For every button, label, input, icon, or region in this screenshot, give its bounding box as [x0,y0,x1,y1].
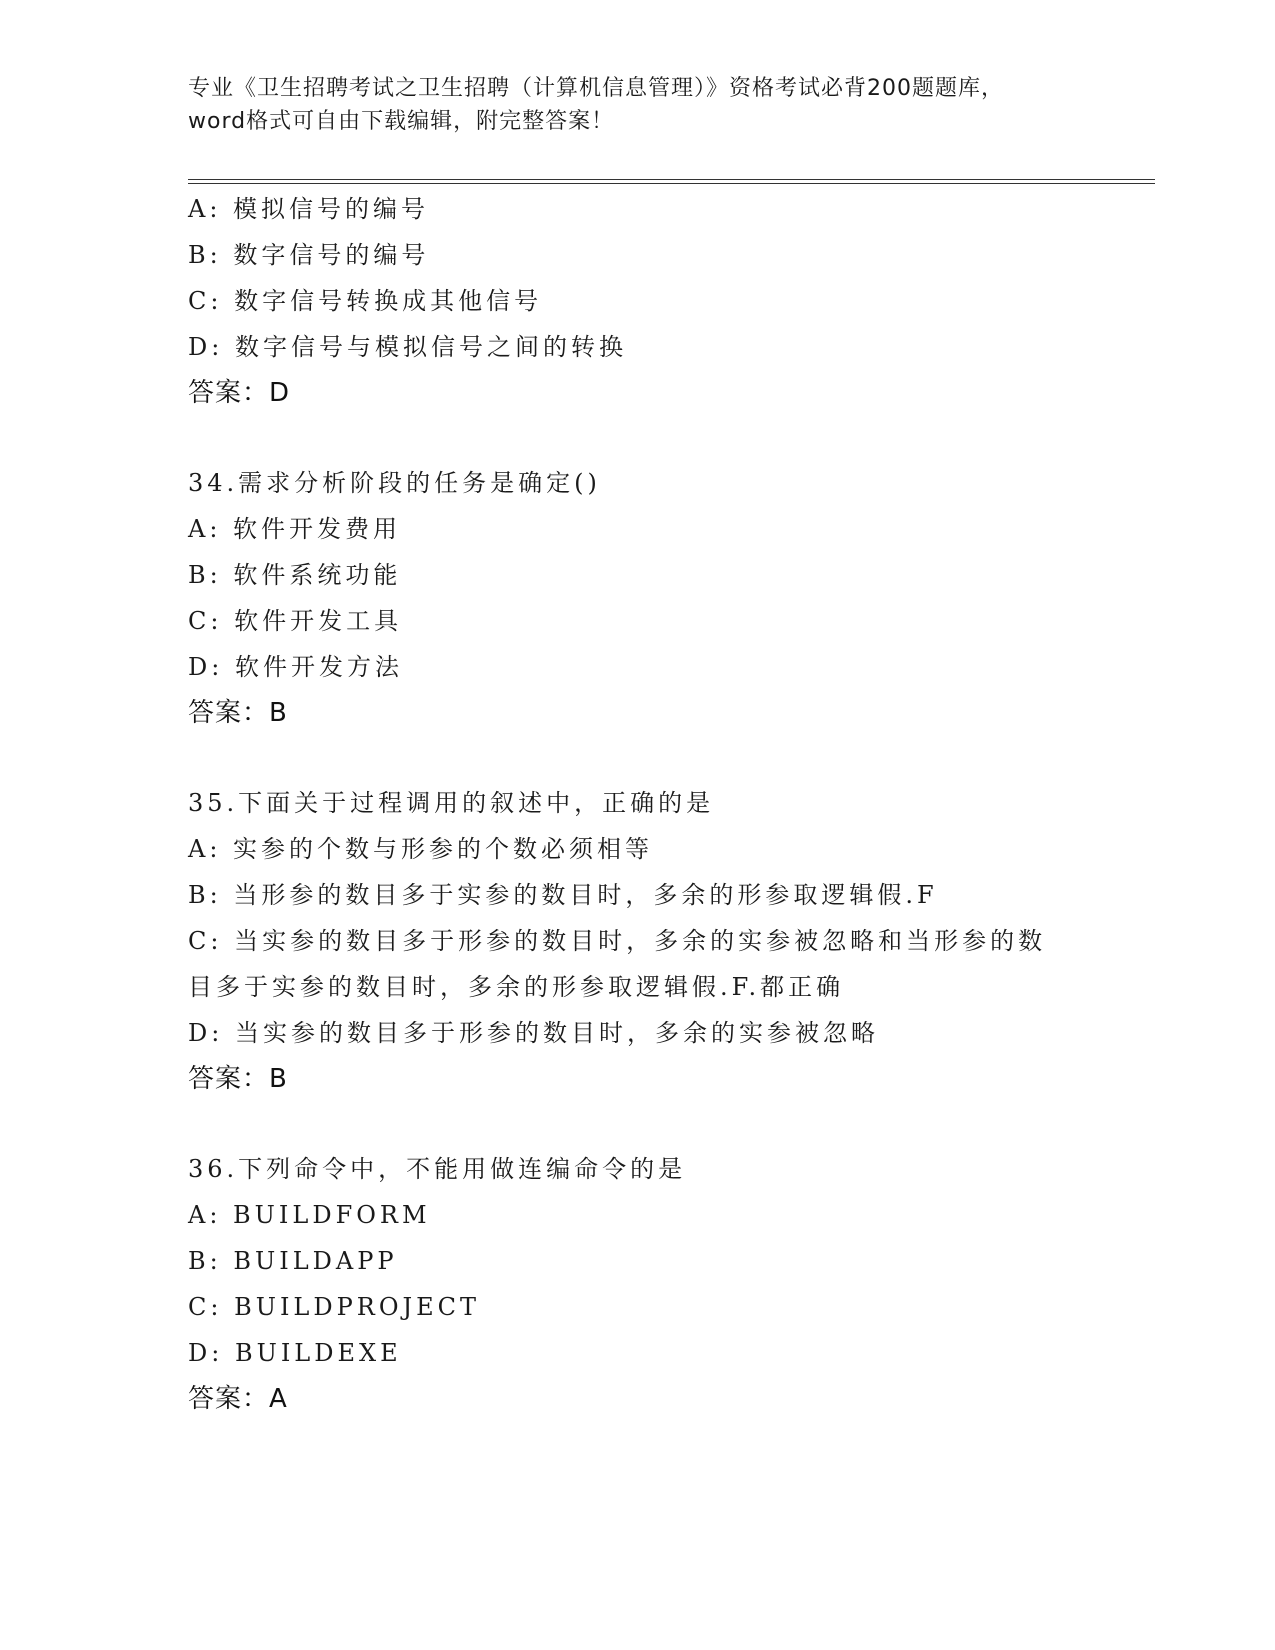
option-c: C: BUILDPROJECT [188,1293,481,1321]
option-b: B: BUILDAPP [188,1247,398,1275]
question-block [188,780,1188,1102]
answer-line: 答案：B [188,698,288,728]
question-block [188,1146,1188,1422]
option-a: A: BUILDFORM [188,1201,431,1229]
option-c-continued: 目多于实参的数目时，多余的形参取逻辑假.F.都正确 [188,973,845,1001]
option-a: A: 实参的个数与形参的个数必须相等 [188,835,654,863]
header-line-2: word格式可自由下载编辑，附完整答案！ [188,109,615,134]
question-text: 36.下列命令中，不能用做连编命令的是 [188,1155,687,1183]
question-text: 34.需求分析阶段的任务是确定() [188,469,601,497]
option-c: C: 当实参的数目多于形参的数目时，多余的实参被忽略和当形参的数 [188,927,1047,955]
option-a: A: 软件开发费用 [188,515,402,543]
document-header [188,72,1088,138]
question-text: 35.下面关于过程调用的叙述中，正确的是 [188,789,715,817]
option-d: D: 软件开发方法 [188,653,403,681]
header-divider-top [188,179,1155,180]
option-a: A: 模拟信号的编号 [188,195,430,223]
block-spacer [188,1102,1188,1146]
option-c: C: 数字信号转换成其他信号 [188,287,543,315]
option-b: B: 软件系统功能 [188,561,402,589]
option-d: D: 数字信号与模拟信号之间的转换 [188,333,627,361]
question-list [188,186,1188,1422]
option-c: C: 软件开发工具 [188,607,403,635]
option-b: B: 数字信号的编号 [188,241,430,269]
answer-line: 答案：B [188,1064,288,1094]
question-block [188,186,1188,416]
block-spacer [188,736,1188,780]
question-block [188,460,1188,736]
option-d: D: BUILDEXE [188,1339,402,1367]
answer-line: 答案：A [188,1384,288,1414]
answer-line: 答案：D [188,378,291,408]
option-d: D: 当实参的数目多于形参的数目时，多余的实参被忽略 [188,1019,879,1047]
block-spacer [188,416,1188,460]
option-b: B: 当形参的数目多于实参的数目时，多余的形参取逻辑假.F [188,881,938,909]
header-divider-bottom [188,183,1155,184]
header-line-1: 专业《卫生招聘考试之卫生招聘（计算机信息管理）》资格考试必背200题题库， [188,76,1004,101]
